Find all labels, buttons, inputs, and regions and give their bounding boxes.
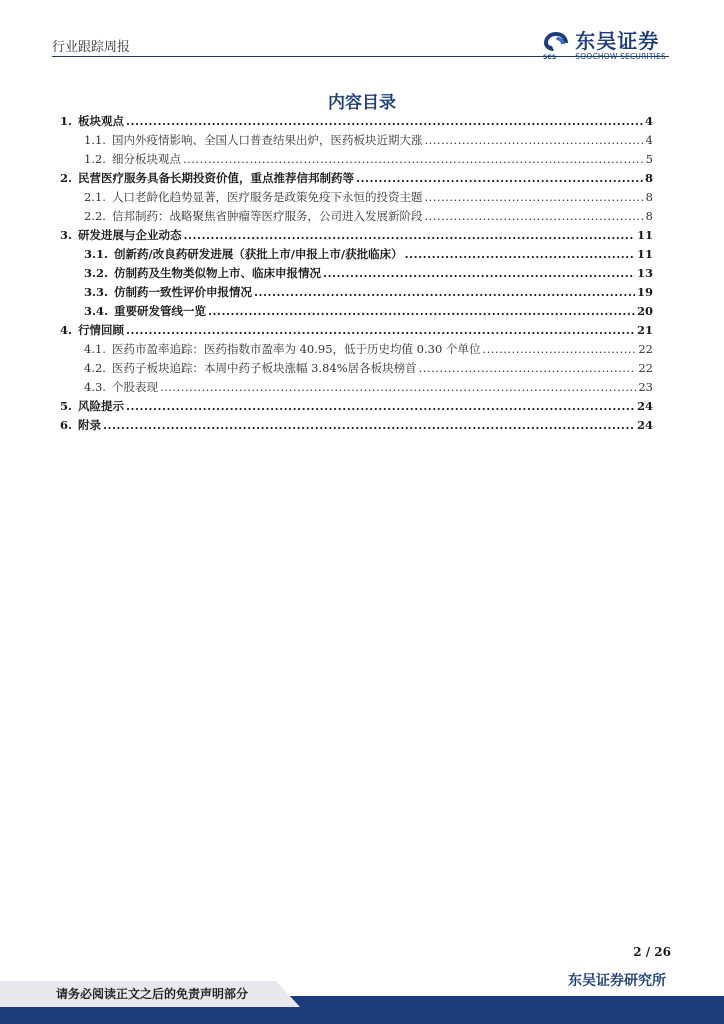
- toc-entry[interactable]: [60, 131, 653, 150]
- page-indicator: 2 / 26: [633, 945, 671, 959]
- toc-entry[interactable]: [60, 169, 653, 188]
- toc-entry-number: 1.1.: [84, 133, 106, 147]
- toc-entry-number: 3.3.: [84, 285, 109, 299]
- toc-entry[interactable]: [60, 378, 653, 397]
- toc-entry-number: 1.: [60, 114, 73, 128]
- toc-entry-page: 4: [644, 114, 653, 128]
- toc-entry-page: 24: [636, 399, 653, 413]
- toc-entry-title: 个股表现: [111, 380, 158, 394]
- toc-entry[interactable]: [60, 340, 653, 359]
- toc-entry-title: 民营医疗服务具备长期投资价值，重点推荐信邦制药等: [78, 171, 355, 185]
- toc-entry-title: 医药子板块追踪：本周中药子板块涨幅 3.84%居各板块榜首: [111, 361, 417, 375]
- toc-entry-page: 20: [636, 304, 653, 318]
- toc-entry[interactable]: [60, 264, 653, 283]
- toc-entry-number: 3.2.: [84, 266, 109, 280]
- brand-name-cn: 东吴证券: [575, 29, 660, 53]
- toc-leader-dots: [126, 112, 643, 131]
- toc-leader-dots: [183, 150, 644, 169]
- toc-entry-number: 2.1.: [84, 190, 106, 204]
- toc-entry-number: 3.4.: [84, 304, 109, 318]
- toc-entry-title: 风险提示: [78, 399, 125, 413]
- toc-entry-page: 11: [636, 228, 653, 242]
- toc-leader-dots: [482, 340, 636, 359]
- toc-entry[interactable]: [60, 416, 653, 435]
- toc-entry[interactable]: [60, 245, 653, 264]
- toc-entry[interactable]: [60, 397, 653, 416]
- toc-leader-dots: [103, 416, 635, 435]
- toc-entry-page: 5: [645, 152, 653, 166]
- toc-entry[interactable]: [60, 226, 653, 245]
- table-of-contents: [60, 112, 653, 435]
- toc-entry-page: 22: [638, 342, 653, 356]
- toc-entry-page: 23: [638, 380, 653, 394]
- toc-entry-title: 研发进展与企业动态: [78, 228, 182, 242]
- report-type-label: 行业跟踪周报: [52, 40, 131, 55]
- toc-title: 内容目录: [328, 93, 396, 113]
- toc-leader-dots: [323, 264, 635, 283]
- toc-leader-dots: [160, 378, 636, 397]
- brand-name-en: SOOCHOW SECURITIES: [575, 52, 666, 61]
- toc-entry-page: 8: [645, 209, 653, 223]
- toc-entry-page: 11: [636, 247, 653, 261]
- toc-leader-dots: [424, 188, 643, 207]
- soochow-logo-icon: [542, 30, 570, 60]
- toc-entry-page: 8: [645, 190, 653, 204]
- toc-entry-number: 2.: [60, 171, 73, 185]
- toc-leader-dots: [419, 359, 637, 378]
- toc-entry-title: 创新药/改良药研发进展（获批上市/申报上市/获批临床）: [114, 247, 403, 261]
- toc-entry[interactable]: [60, 112, 653, 131]
- toc-entry-number: 4.: [60, 323, 73, 337]
- toc-entry-number: 4.3.: [84, 380, 106, 394]
- toc-entry-title: 医药市盈率追踪：医药指数市盈率为 40.95，低于历史均值 0.30 个单位: [111, 342, 481, 356]
- toc-leader-dots: [126, 321, 635, 340]
- toc-entry[interactable]: [60, 321, 653, 340]
- toc-entry-number: 6.: [60, 418, 73, 432]
- toc-entry-title: 行情回顾: [78, 323, 125, 337]
- toc-leader-dots: [405, 245, 635, 264]
- toc-entry[interactable]: [60, 302, 653, 321]
- toc-leader-dots: [126, 397, 635, 416]
- footer-org-name: 东吴证券研究所: [568, 973, 666, 989]
- toc-entry-title: 细分板块观点: [111, 152, 181, 166]
- toc-entry[interactable]: [60, 283, 653, 302]
- toc-entry-page: 4: [645, 133, 653, 147]
- toc-entry-title: 附录: [78, 418, 102, 432]
- svg-text:SCS: SCS: [543, 54, 557, 60]
- toc-leader-dots: [424, 131, 643, 150]
- toc-leader-dots: [184, 226, 635, 245]
- toc-entry-title: 国内外疫情影响、全国人口普查结果出炉，医药板块近期大涨: [111, 133, 423, 147]
- toc-entry-page: 19: [636, 285, 653, 299]
- toc-entry-number: 4.1.: [84, 342, 106, 356]
- toc-entry-number: 2.2.: [84, 209, 106, 223]
- footer-disclaimer: 请务必阅读正文之后的免责声明部分: [56, 987, 249, 1001]
- toc-entry-page: 24: [636, 418, 653, 432]
- toc-entry-title: 重要研发管线一览: [114, 304, 207, 318]
- toc-leader-dots: [356, 169, 643, 188]
- toc-entry-title: 仿制药及生物类似物上市、临床申报情况: [114, 266, 322, 280]
- toc-entry-title: 板块观点: [78, 114, 125, 128]
- brand-logo: [542, 30, 666, 61]
- toc-leader-dots: [424, 207, 643, 226]
- toc-leader-dots: [254, 283, 635, 302]
- toc-entry-number: 3.: [60, 228, 73, 242]
- toc-entry[interactable]: [60, 188, 653, 207]
- toc-entry-page: 21: [636, 323, 653, 337]
- toc-entry[interactable]: [60, 359, 653, 378]
- toc-entry-title: 信邦制药：战略聚焦省肿瘤等医疗服务，公司进入发展新阶段: [111, 209, 423, 223]
- toc-entry[interactable]: [60, 150, 653, 169]
- toc-entry-number: 1.2.: [84, 152, 106, 166]
- toc-entry-page: 13: [636, 266, 653, 280]
- toc-entry-page: 22: [638, 361, 653, 375]
- toc-entry-number: 4.2.: [84, 361, 106, 375]
- toc-entry-title: 人口老龄化趋势显著，医疗服务是政策免疫下永恒的投资主题: [111, 190, 423, 204]
- toc-entry-page: 8: [644, 171, 653, 185]
- toc-entry-number: 3.1.: [84, 247, 109, 261]
- toc-entry[interactable]: [60, 207, 653, 226]
- toc-entry-title: 仿制药一致性评价申报情况: [114, 285, 253, 299]
- toc-leader-dots: [208, 302, 635, 321]
- toc-entry-number: 5.: [60, 399, 73, 413]
